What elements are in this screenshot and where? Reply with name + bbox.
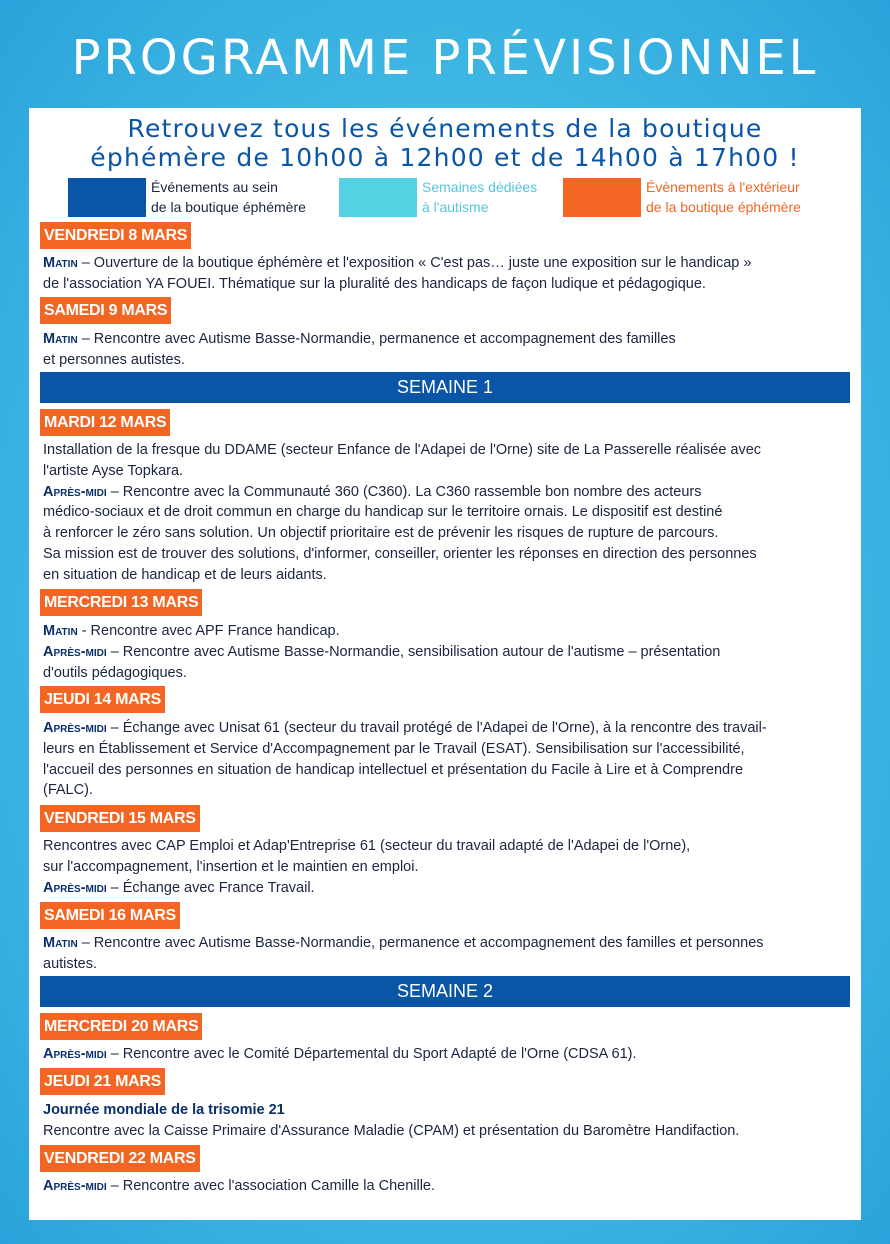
- day-header: SAMEDI 9 MARS: [40, 297, 171, 324]
- legend-outside-line-1: Évènements à l'extérieur: [646, 179, 800, 195]
- legend-text-inside: [151, 177, 306, 217]
- event-text: médico-sociaux et de droit commun en charge du handicap sur le territoire ornais. Le dispositif est destiné: [43, 504, 723, 521]
- time-label: Après-midi: [43, 643, 107, 660]
- event-text: d'outils pédagogiques.: [43, 664, 187, 681]
- legend-autism-line-2: à l'autisme: [422, 199, 489, 215]
- time-label: Matin: [43, 623, 78, 639]
- legend-inside-line-1: Événements au sein: [151, 179, 278, 195]
- event-text: – Ouverture de la boutique éphémère et l'exposition « C'est pas… juste une exposition sur le handicap »: [77, 255, 752, 271]
- legend-text-autism: [422, 177, 537, 217]
- event-text: et personnes autistes.: [43, 351, 185, 368]
- event-text: – Rencontre avec Autisme Basse-Normandie, permanence et accompagnement des familles et personnes: [77, 935, 764, 951]
- event-text: en situation de handicap et de leurs aidants.: [43, 566, 327, 583]
- event-text: l'accueil des personnes en situation de handicap intellectuel et présentation du Facile à Lire et à Comprendre: [43, 761, 744, 778]
- time-label: Matin: [43, 255, 78, 271]
- day-header: VENDREDI 22 MARS: [40, 1145, 200, 1172]
- page-title: PROGRAMME PRÉVISIONNEL: [71, 30, 819, 86]
- legend-autism-line-1: Semaines dédiées: [422, 179, 538, 195]
- day-header: JEUDI 21 MARS: [40, 1068, 165, 1095]
- event-text: - Rencontre avec APF France handicap.: [77, 623, 340, 639]
- event-text: de l'association YA FOUEI. Thématique sur la pluralité des handicaps de façon ludique et pédagogique.: [43, 275, 706, 292]
- day-header: JEUDI 14 MARS: [40, 686, 165, 713]
- event-text: Installation de la fresque du DDAME (secteur Enfance de l'Adapei de l'Orne) site de La Passerelle réalisée avec: [43, 442, 762, 458]
- day-header: SAMEDI 16 MARS: [40, 902, 180, 929]
- event-text: Rencontres avec CAP Emploi et Adap'Entreprise 61 (secteur du travail adapté de l'Adapei de l'Orne),: [43, 838, 691, 854]
- event-block: [43, 1176, 843, 1197]
- event-text: leurs en Établissement et Service d'Accompagnement par le Travail (ESAT). Sensibilisation sur l'accessibilité,: [43, 740, 745, 757]
- event-block: [43, 1100, 843, 1142]
- event-text: sur l'accompagnement, l'insertion et le maintien en emploi.: [43, 858, 419, 875]
- legend-text-outside: [646, 177, 801, 217]
- legend-inside-line-2: de la boutique éphémère: [151, 199, 306, 215]
- time-label: Après-midi: [43, 879, 107, 896]
- event-block: [43, 1044, 843, 1065]
- day-header: MARDI 12 MARS: [40, 409, 170, 436]
- legend-outside-line-2: de la boutique éphémère: [646, 199, 801, 215]
- event-text: – Rencontre avec l'association Camille la Chenille.: [106, 1178, 436, 1194]
- subtitle: [29, 114, 861, 172]
- time-label: Après-midi: [43, 1178, 107, 1194]
- event-highlight: Journée mondiale de la trisomie 21: [43, 1102, 285, 1118]
- legend-swatch-autism: [339, 178, 417, 217]
- event-text: – Rencontre avec Autisme Basse-Normandie, permanence et accompagnement des familles: [77, 331, 676, 347]
- event-text: Rencontre avec la Caisse Primaire d'Assurance Maladie (CPAM) et présentation du Baromètre Handifaction.: [43, 1122, 740, 1139]
- day-header: MERCREDI 20 MARS: [40, 1013, 202, 1040]
- event-block: [43, 440, 843, 586]
- day-header: VENDREDI 15 MARS: [40, 805, 200, 832]
- time-label: Matin: [43, 331, 78, 347]
- event-text: à renforcer le zéro sans solution. Un objectif prioritaire est de prévenir les risques de rupture de parcours.: [43, 525, 719, 542]
- event-text: – Rencontre avec le Comité Départemental du Sport Adapté de l'Orne (CDSA 61).: [106, 1046, 637, 1062]
- time-label: Matin: [43, 935, 78, 951]
- time-label: Après-midi: [43, 483, 107, 500]
- event-text: – Échange avec France Travail.: [106, 879, 315, 896]
- event-block: [43, 933, 843, 975]
- event-block: [43, 836, 843, 898]
- week-banner: SEMAINE 1: [40, 372, 850, 403]
- subtitle-line-1: Retrouvez tous les événements de la boutique: [127, 114, 763, 143]
- day-header: VENDREDI 8 MARS: [40, 222, 191, 249]
- legend-swatch-inside: [68, 178, 146, 217]
- day-header: MERCREDI 13 MARS: [40, 589, 202, 616]
- time-label: Après-midi: [43, 720, 107, 736]
- week-banner: SEMAINE 2: [40, 976, 850, 1007]
- event-text: Sa mission est de trouver des solutions, d'informer, conseiller, orienter les réponses en direction des personnes: [43, 545, 757, 562]
- event-block: [43, 253, 843, 295]
- event-text: – Échange avec Unisat 61 (secteur du travail protégé de l'Adapei de l'Orne), à la rencontre des travail-: [106, 720, 767, 736]
- event-text: (FALC).: [43, 782, 93, 799]
- event-text: – Rencontre avec Autisme Basse-Normandie, sensibilisation autour de l'autisme – présentation: [106, 643, 721, 660]
- event-block: [43, 329, 843, 371]
- legend-swatch-outside: [563, 178, 641, 217]
- event-block: [43, 718, 843, 801]
- subtitle-line-2: éphémère de 10h00 à 12h00 et de 14h00 à 17h00 !: [90, 143, 800, 172]
- program-card: [29, 108, 861, 1220]
- event-text: – Rencontre avec la Communauté 360 (C360). La C360 rassemble bon nombre des acteurs: [106, 483, 702, 500]
- event-block: [43, 621, 843, 683]
- time-label: Après-midi: [43, 1046, 107, 1062]
- event-text: l'artiste Ayse Topkara.: [43, 462, 184, 479]
- event-text: autistes.: [43, 955, 97, 972]
